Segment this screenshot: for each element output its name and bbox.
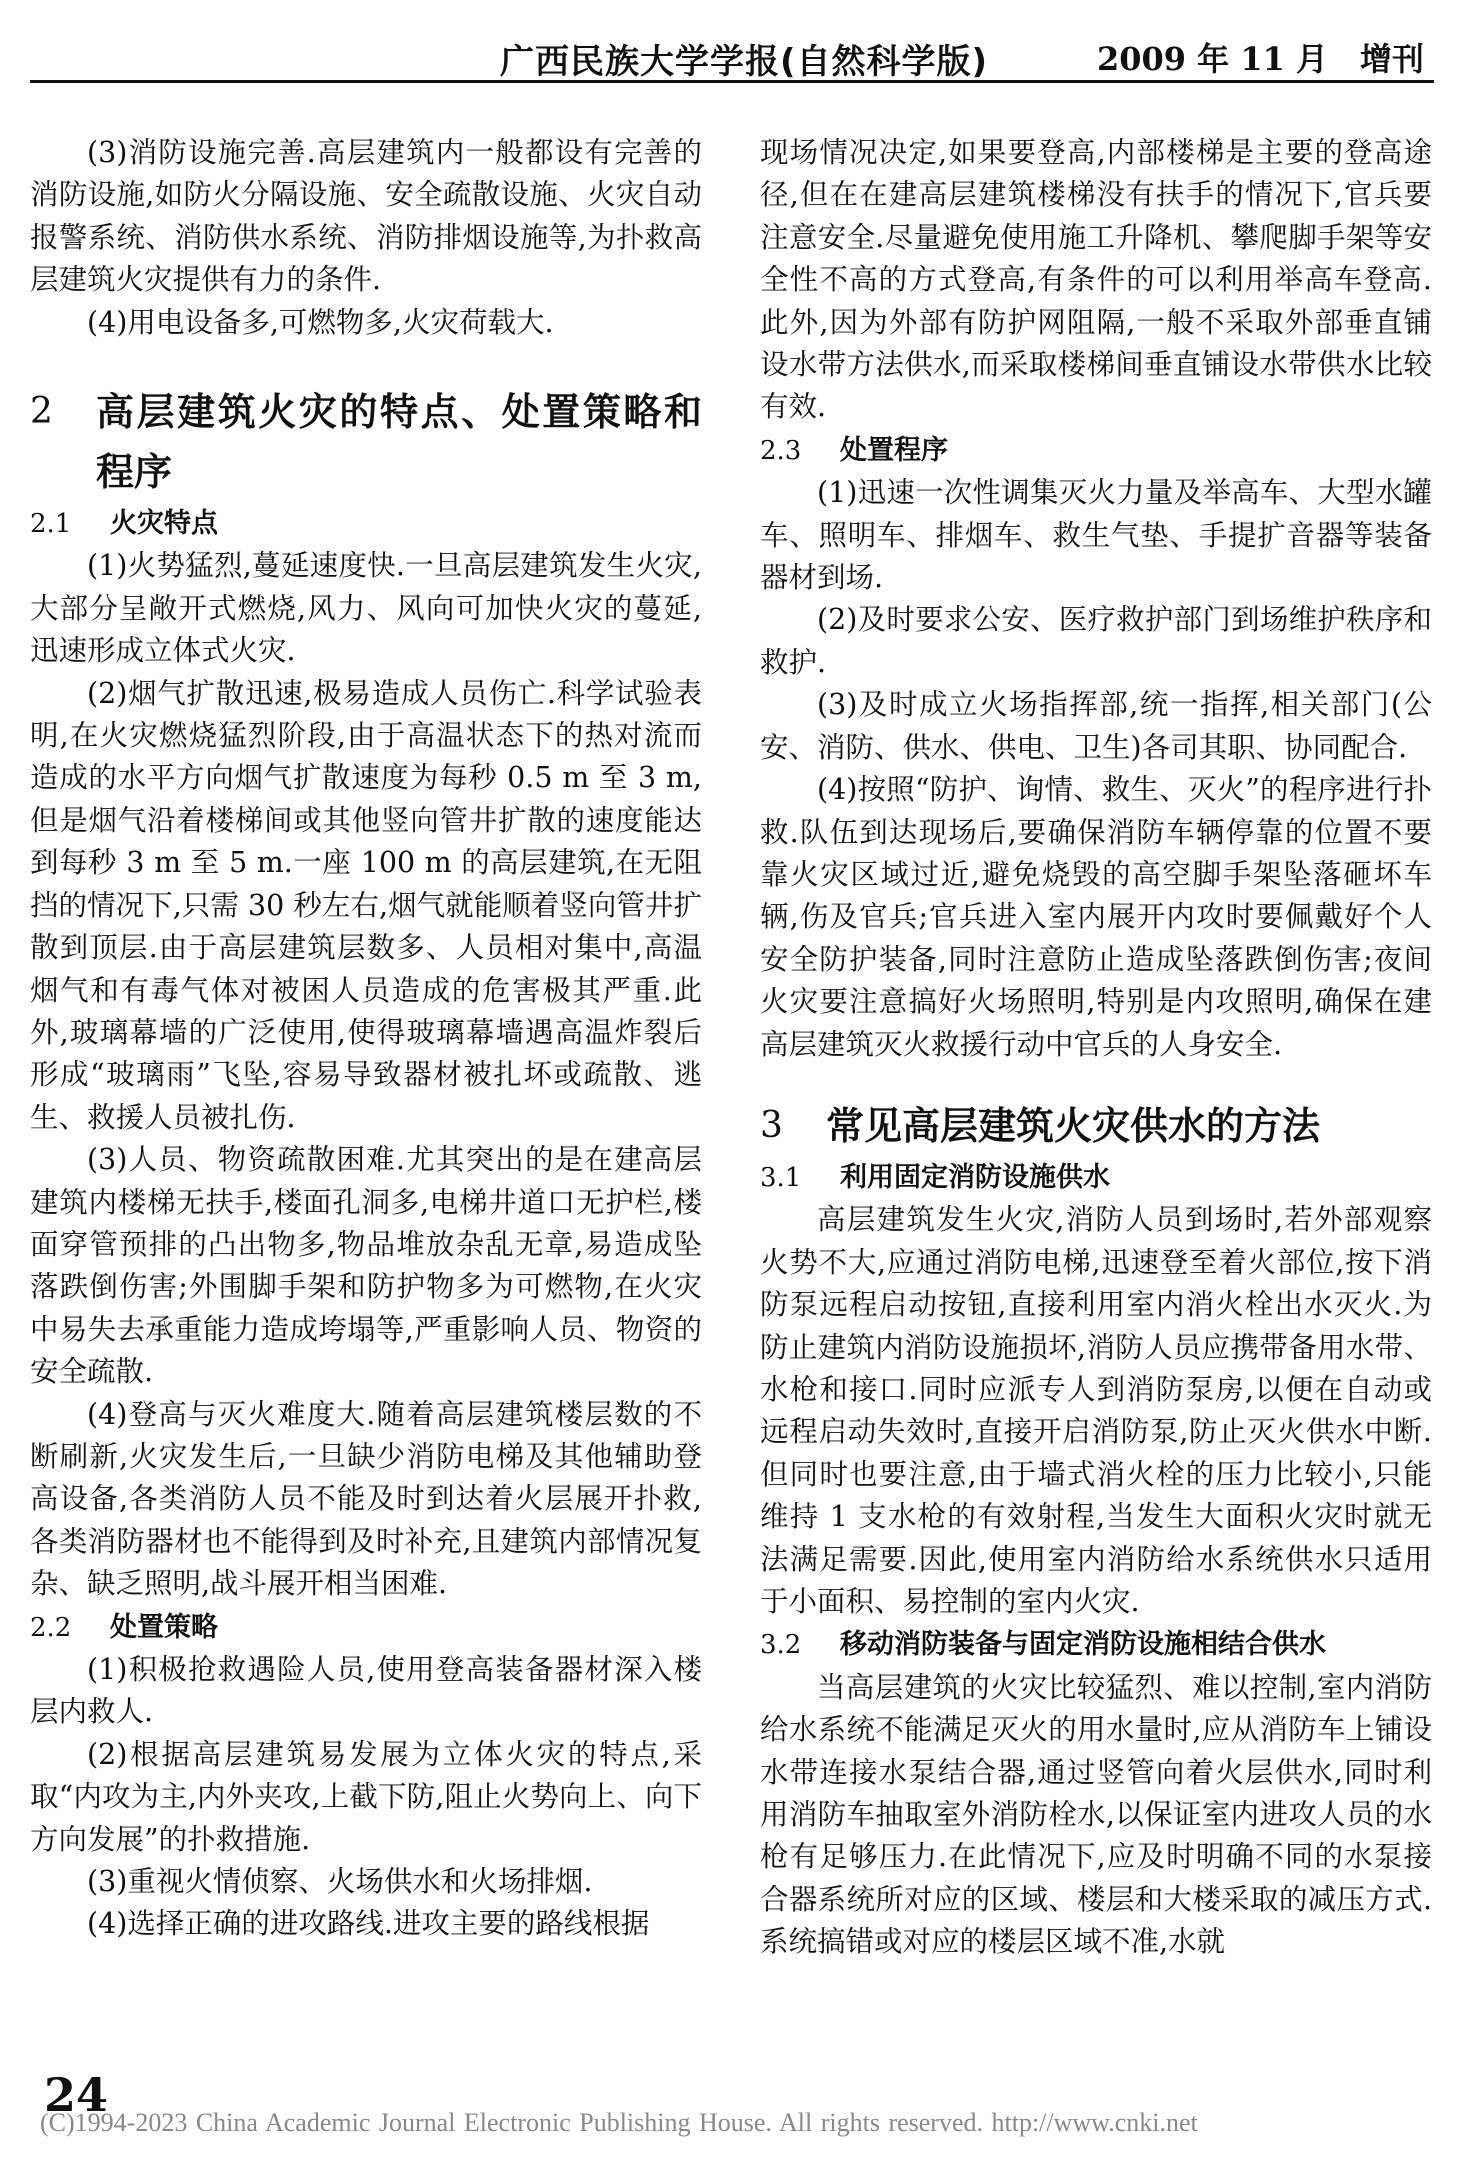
section-title: 高层建筑火灾的特点、处置策略和程序 bbox=[96, 390, 702, 495]
right-column bbox=[760, 132, 1432, 1964]
paragraph: (1)迅速一次性调集灭火力量及举高车、大型水罐车、照明车、排烟车、救生气垫、手提扩音器等装备器材到场. bbox=[760, 476, 1432, 595]
paragraph: (1)积极抢救遇险人员,使用登高装备器材深入楼层内救人. bbox=[30, 1653, 702, 1729]
copyright-footer: (C)1994-2023 China Academic Journal Electronic Publishing House. All rights reserved. http://www.cnki.net bbox=[40, 2108, 1198, 2137]
paragraph: (2)烟气扩散迅速,极易造成人员伤亡.科学试验表明,在火灾燃烧猛烈阶段,由于高温状态下的热对流而造成的水平方向烟气扩散速度为每秒 0.5 m 至 3 m,但是烟气沿着楼梯间或其他竖向管井扩散的速度能达到每秒 3 m 至 5 m.一座 100 m 的高层建筑,在无阻挡的情况下,只需 30 秒左右,烟气就能顺着竖向管井扩散到顶层.由于高层建筑层数多、人员相对集中,高温烟气和有毒气体对被困人员造成的危害极其严重.此外,玻璃幕墙的广泛使用,使得玻璃幕墙遇高温炸裂后形成“玻璃雨”飞坠,容易导致器材被扎坏或疏散、逃生、救援人员被扎伤. bbox=[30, 676, 702, 1134]
page-number: 24 bbox=[44, 2068, 109, 2122]
section-number: 3 bbox=[760, 1104, 783, 1146]
subsection-number: 2.3 bbox=[760, 435, 802, 466]
paragraph: (4)登高与灭火难度大.随着高层建筑楼层数的不断刷新,火灾发生后,一旦缺少消防电梯及其他辅助登高设备,各类消防人员不能及时到达着火层展开扑救,各类消防器材也不能得到及时补充,且建筑内部情况复杂、缺乏照明,战斗展开相当困难. bbox=[30, 1397, 702, 1601]
subsection-number: 2.1 bbox=[30, 509, 72, 540]
subsection-title: 火灾特点 bbox=[110, 508, 218, 540]
subsection-number: 2.2 bbox=[30, 1612, 72, 1643]
subsection-title: 利用固定消防设施供水 bbox=[840, 1161, 1110, 1193]
paragraph: 高层建筑发生火灾,消防人员到场时,若外部观察火势不大,应通过消防电梯,迅速登至着火部位,按下消防泵远程启动按钮,直接利用室内消火栓出水灭火.为防止建筑内消防设施损坏,消防人员应携带备用水带、水枪和接口.同时应派专人到消防泵房,以便在自动或远程启动失效时,直接开启消防泵,防止灭火供水中断.但同时也要注意,由于墙式消火栓的压力比较小,只能维持 1 支水枪的有效射程,当发生大面积火灾时就无法满足需要.因此,使用室内消防给水系统供水只适用于小面积、易控制的室内火灾. bbox=[760, 1203, 1432, 1618]
left-column bbox=[30, 132, 702, 1946]
paragraph: (2)及时要求公安、医疗救护部门到场维护秩序和救护. bbox=[760, 603, 1432, 679]
issue-date: 2009 年 11 月 增刊 bbox=[1096, 40, 1424, 78]
subsection-heading-2-1 bbox=[30, 502, 702, 545]
subsection-heading-2-3 bbox=[760, 429, 1432, 472]
paragraph: (4)按照“防护、询情、救生、灭火”的程序进行扑救.队伍到达现场后,要确保消防车辆停靠的位置不要靠火灾区域过近,避免烧毁的高空脚手架坠落砸坏车辆,伤及官兵;官兵进入室内展开内攻时要佩戴好个人安全防护装备,同时注意防止造成坠落跌倒伤害;夜间火灾要注意搞好火场照明,特别是内攻照明,确保在建高层建筑灭火救援行动中官兵的人身安全. bbox=[760, 773, 1432, 1061]
section-heading-3 bbox=[760, 1096, 1432, 1156]
subsection-title: 移动消防装备与固定消防设施相结合供水 bbox=[840, 1629, 1326, 1661]
section-title: 常见高层建筑火灾供水的方法 bbox=[826, 1103, 1321, 1148]
subsection-heading-3-1 bbox=[760, 1156, 1432, 1199]
section-number: 2 bbox=[30, 391, 53, 433]
paragraph: (4)选择正确的进攻路线.进攻主要的路线根据 bbox=[87, 1907, 650, 1941]
running-header bbox=[30, 30, 1434, 83]
paragraph: (3)人员、物资疏散困难.尤其突出的是在建高层建筑内楼梯无扶手,楼面孔洞多,电梯井道口无护栏,楼面穿管预排的凸出物多,物品堆放杂乱无章,易造成坠落跌倒伤害;外围脚手架和防护物多为可燃物,在火灾中易失去承重能力造成垮塌等,严重影响人员、物资的安全疏散. bbox=[30, 1143, 702, 1389]
paragraph: (3)重视火情侦察、火场供水和火场排烟. bbox=[87, 1865, 593, 1899]
journal-title: 广西民族大学学报(自然科学版) bbox=[500, 42, 989, 82]
paragraph: 当高层建筑的火灾比较猛烈、难以控制,室内消防给水系统不能满足灭火的用水量时,应从消防车上铺设水带连接水泵结合器,通过竖管向着火层供水,同时利用消防车抽取室外消防栓水,以保证室内进攻人员的水枪有足够压力.在此情况下,应及时明确不同的水泵接合器系统所对应的区域、楼层和大楼采取的减压方式.系统搞错或对应的楼层区域不准,水就 bbox=[760, 1670, 1432, 1959]
paragraph: (2)根据高层建筑易发展为立体火灾的特点,采取“内攻为主,内外夹攻,上截下防,阻止火势向上、向下方向发展”的扑救措施. bbox=[30, 1737, 702, 1856]
paragraph: (4)用电设备多,可燃物多,火灾荷载大. bbox=[87, 305, 554, 339]
paragraph: (3)消防设施完善.高层建筑内一般都设有完善的消防设施,如防火分隔设施、安全疏散设施、火灾自动报警系统、消防供水系统、消防排烟设施等,为扑救高层建筑火灾提供有力的条件. bbox=[30, 136, 702, 297]
subsection-heading-2-2 bbox=[30, 1606, 702, 1649]
paragraph: (1)火势猛烈,蔓延速度快.一旦高层建筑发生火灾,大部分呈敞开式燃烧,风力、风向可加快火灾的蔓延,迅速形成立体式火灾. bbox=[30, 549, 702, 668]
subsection-heading-3-2 bbox=[760, 1623, 1432, 1666]
section-heading-2 bbox=[30, 382, 702, 502]
subsection-number: 3.2 bbox=[760, 1630, 802, 1661]
subsection-title: 处置策略 bbox=[110, 1611, 218, 1643]
paragraph: 现场情况决定,如果要登高,内部楼梯是主要的登高途径,但在在建高层建筑楼梯没有扶手的情况下,官兵要注意安全.尽量避免使用施工升降机、攀爬脚手架等安全性不高的方式登高,有条件的可以利用举高车登高.此外,因为外部有防护网阻隔,一般不采取外部垂直铺设水带方法供水,而采取楼梯间垂直铺设水带供水比较有效. bbox=[760, 136, 1432, 424]
subsection-title: 处置程序 bbox=[840, 434, 948, 466]
subsection-number: 3.1 bbox=[760, 1162, 802, 1193]
paragraph: (3)及时成立火场指挥部,统一指挥,相关部门(公安、消防、供水、供电、卫生)各司其职、协同配合. bbox=[760, 688, 1432, 764]
